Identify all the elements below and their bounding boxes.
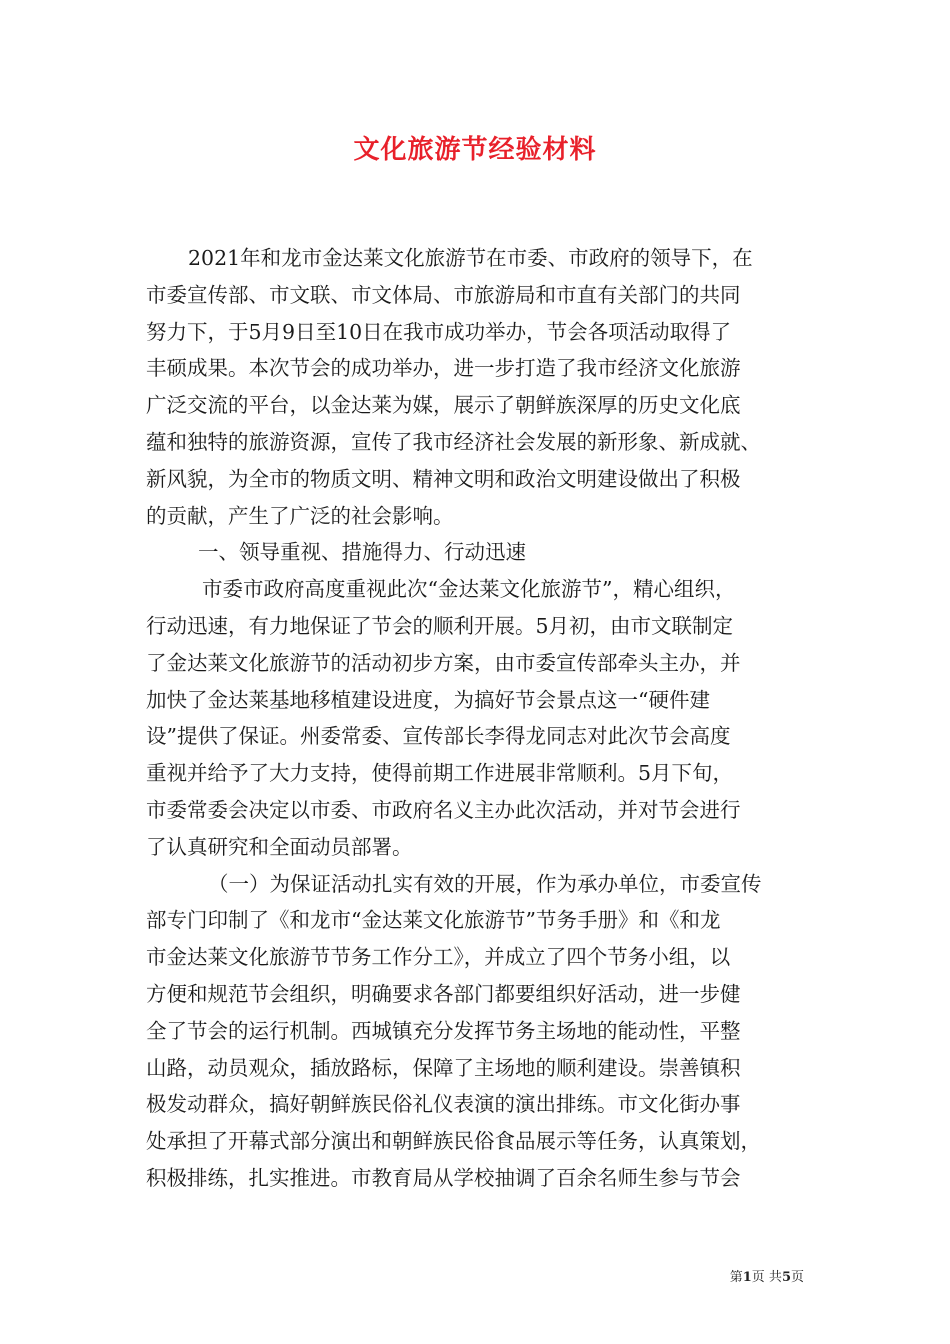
paragraph-line: 市委常委会决定以市委、市政府名义主办此次活动，并对节会进行 [146, 797, 741, 822]
paragraph-line: 的贡献，产生了广泛的社会影响。 [146, 503, 454, 528]
paragraph-line: 极发动群众，搞好朝鲜族民俗礼仪表演的演出排练。市文化街办事 [146, 1092, 741, 1117]
paragraph-line: （一）为保证活动扎实有效的开展，作为承办单位，市委宣传 [208, 871, 762, 896]
document-body [146, 240, 806, 1197]
paragraph-line: 方便和规范节会组织，明确要求各部门都要组织好活动，进一步健 [146, 981, 741, 1006]
page-footer [730, 1266, 804, 1285]
footer-suffix: 页 [790, 1270, 804, 1285]
total-page-number: 5 [781, 1270, 791, 1285]
footer-prefix: 第 [729, 1270, 743, 1285]
paragraph-line: 新风貌，为全市的物质文明、精神文明和政治文明建设做出了积极 [146, 466, 741, 491]
paragraph-line: 努力下，于5月9日至10日在我市成功举办，节会各项活动取得了 [146, 319, 732, 344]
paragraph-line: 处承担了开幕式部分演出和朝鲜族民俗食品展示等任务，认真策划， [146, 1129, 761, 1154]
paragraph-line: 加快了金达莱基地移植建设进度，为搞好节会景点这一“硬件建 [146, 687, 710, 712]
paragraph-line: 市委宣传部、市文联、市文体局、市旅游局和市直有关部门的共同 [146, 282, 741, 307]
current-page-number: 1 [742, 1270, 752, 1285]
footer-middle: 页 共 [751, 1270, 782, 1285]
document-title: 文化旅游节经验材料 [353, 135, 597, 165]
paragraph-line: 了金达莱文化旅游节的活动初步方案，由市委宣传部牵头主办，并 [146, 650, 741, 675]
paragraph-line: 丰硕成果。本次节会的成功举办，进一步打造了我市经济文化旅游 [146, 356, 741, 381]
paragraph-line: 设”提供了保证。州委常委、宣传部长李得龙同志对此次节会高度 [146, 724, 731, 749]
paragraph-line: 市金达莱文化旅游节节务工作分工》，并成立了四个节务小组，以 [146, 945, 731, 970]
paragraph-line: 山路，动员观众，插放路标，保障了主场地的顺利建设。崇善镇积 [146, 1055, 741, 1080]
paragraph-line: 积极排练，扎实推进。市教育局从学校抽调了百余名师生参与节会 [146, 1165, 741, 1190]
paragraph-line: 蕴和独特的旅游资源，宣传了我市经济社会发展的新形象、新成就、 [146, 429, 761, 454]
section-heading: 一、领导重视、措施得力、行动迅速 [198, 540, 526, 565]
paragraph-line: 部专门印制了《和龙市“金达莱文化旅游节”节务手册》和《和龙 [146, 908, 721, 933]
paragraph-line: 广泛交流的平台，以金达莱为媒，展示了朝鲜族深厚的历史文化底 [146, 393, 741, 418]
paragraph-line: 2021年和龙市金达莱文化旅游节在市委、市政府的领导下，在 [188, 246, 753, 270]
paragraph-line: 市委市政府高度重视此次“金达莱文化旅游节”，精心组织， [202, 577, 736, 602]
paragraph-line: 了认真研究和全面动员部署。 [146, 834, 413, 859]
paragraph-line: 行动迅速，有力地保证了节会的顺利开展。5月初，由市文联制定 [146, 613, 734, 638]
paragraph-line: 重视并给予了大力支持，使得前期工作进展非常顺利。5月下旬， [146, 761, 734, 786]
paragraph-line: 全了节会的运行机制。西城镇充分发挥节务主场地的能动性，平整 [146, 1018, 741, 1043]
